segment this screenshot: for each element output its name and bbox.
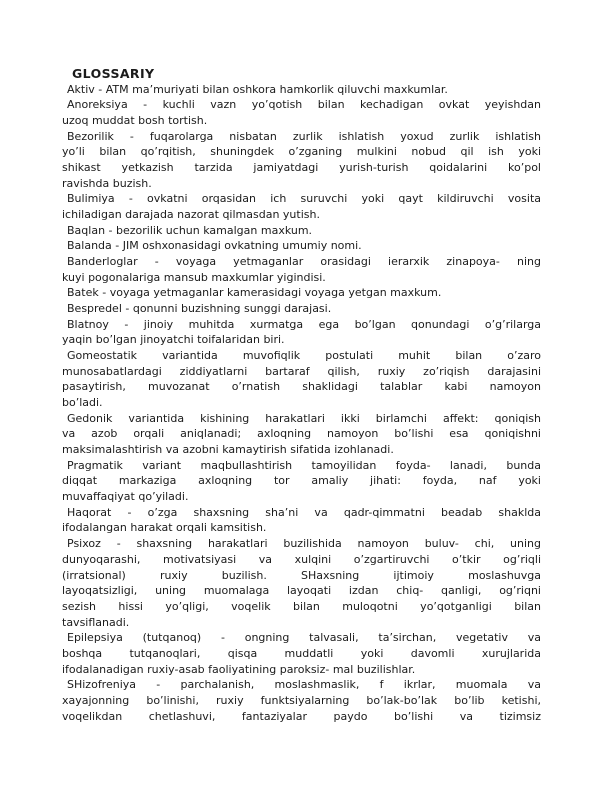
glossary-line: Epilepsiya (tutqanoq) - ongning talvasali, ta’sirchan, vegetativ va [67, 631, 541, 645]
glossary-line: va azob orqali aniqlanadi; axloqning namoyon bo’lishi esa qoniqishni [62, 427, 541, 441]
glossary-line: Baqlan - bezorilik uchun kamalgan maxkum. [67, 223, 313, 237]
glossary-entry [62, 630, 541, 677]
glossary-line: yo’li bilan qo’rqitish, shuningdek o’zganing mulkini nobud qil ish yoki [62, 145, 541, 159]
glossary-line: pasaytirish, muvozanat o’rnatish shaklidagi talablar kabi namoyon [62, 380, 541, 394]
glossary-line: boshqa tutqanoqlari, qisqa muddatli yoki davomli xurujlarida [62, 646, 541, 660]
glossary-line: diqqat markaziga axloqning tor amaliy jihati: foyda, naf yoki [62, 474, 541, 488]
glossary-entry [62, 505, 541, 536]
glossary-line: uzoq muddat bosh tortish. [62, 114, 208, 128]
glossary-line: ravishda buzish. [62, 176, 152, 190]
glossary-entry [62, 677, 541, 724]
glossary-line: Aktiv - ATM ma’muriyati bilan oshkora hamkorlik qiluvchi maxkumlar. [67, 82, 448, 96]
glossary-line: xayajonning bo’linishi, ruxiy funktsiyalarning bo’lak-bo’lak bo’lib ketishi, [62, 693, 541, 707]
glossary-line: Blatnoy - jinoiy muhitda xurmatga ega bo’lgan qonundagi o’g’rilarga [67, 317, 541, 331]
glossary-line: tavsiflanadi. [62, 615, 130, 629]
glossary-entry [62, 348, 541, 411]
glossary-entry [62, 285, 541, 301]
glossary-line: Pragmatik variant maqbullashtirish tamoyilidan foyda- lanadi, bunda [67, 458, 541, 472]
glossary-entry [62, 317, 541, 348]
page-content [62, 66, 541, 724]
glossary-line: Batek - voyaga yetmaganlar kamerasidagi voyaga yetgan maxkum. [67, 286, 442, 300]
glossary-line: ifodalangan harakat orqali kamsitish. [62, 521, 267, 535]
glossary-line: Bulimiya - ovkatni orqasidan ich suruvchi yoki qayt kildiruvchi vosita [67, 192, 541, 206]
glossary-line: (irratsional) ruxiy buzilish. SHaxsning ijtimoiy moslashuvga [62, 568, 541, 582]
glossary-line: kuyi pogonalariga mansub maxkumlar yigindisi. [62, 270, 326, 284]
glossary-entry [62, 223, 541, 239]
glossary-line: Bespredel - qonunni buzishning sunggi darajasi. [67, 302, 332, 316]
glossary-entry [62, 458, 541, 505]
glossary-line: layoqatsizligi, uning muomalaga layoqati izdan chiq- qanligi, og’riqni [62, 584, 541, 598]
glossary-line: Gedonik variantida kishining harakatlari ikki birlamchi affekt: qoniqish [67, 411, 541, 425]
glossary-line: shikast yetkazish tarzida jamiyatdagi yurish-turish qoidalarini ko’pol [62, 161, 541, 175]
glossary-line: munosabatlardagi ziddiyatlarni bartaraf qilish, ruxiy zo’riqish darajasini [62, 364, 541, 378]
glossary-line: bo’ladi. [62, 396, 103, 410]
glossary-line: ichiladigan darajada nazorat qilmasdan yutish. [62, 208, 320, 222]
glossary-body [62, 82, 541, 725]
glossary-line: Haqorat - o’zga shaxsning sha’ni va qadr-qimmatni beadab shaklda [67, 505, 541, 519]
glossary-line: dunyoqarashi, motivatsiyasi va xulqini o’zgartiruvchi o’tkir og’riqli [62, 552, 541, 566]
glossary-line: yaqin bo’lgan jinoyatchi toifalaridan biri. [62, 333, 285, 347]
glossary-entry [62, 191, 541, 222]
glossary-entry [62, 411, 541, 458]
glossary-line: Bezorilik - fuqarolarga nisbatan zurlik ishlatish yoxud zurlik ishlatish [67, 129, 541, 143]
glossary-line: SHizofreniya - parchalanish, moslashmaslik, f ikrlar, muomala va [67, 678, 541, 692]
glossary-entry [62, 129, 541, 192]
glossary-entry [62, 254, 541, 285]
glossary-entry [62, 536, 541, 630]
glossary-entry [62, 97, 541, 128]
glossary-line: Gomeostatik variantida muvofiqlik postulati muhit bilan o’zaro [67, 349, 541, 363]
glossary-line: muvaffaqiyat qo’yiladi. [62, 490, 189, 504]
glossary-line: maksimalashtirish va azobni kamaytirish sifatida izohlanadi. [62, 443, 394, 457]
glossary-line: Anoreksiya - kuchli vazn yo’qotish bilan kechadigan ovkat yeyishdan [67, 98, 541, 112]
glossary-line: ifodalanadigan ruxiy-asab faoliyatining paroksiz- mal buzilishlar. [62, 662, 416, 676]
glossary-line: voqelikdan chetlashuvi, fantaziyalar paydo bo’lishi va tizimsiz [62, 709, 541, 723]
glossary-entry [62, 301, 541, 317]
glossary-line: Balanda - JIM oshxonasidagi ovkatning umumiy nomi. [67, 239, 362, 253]
glossary-entry [62, 238, 541, 254]
glossary-line: Banderloglar - voyaga yetmaganlar orasidagi ierarxik zinapoya- ning [67, 255, 541, 269]
glossary-line: Psixoz - shaxsning harakatlari buzilishida namoyon buluv- chi, uning [67, 537, 541, 551]
glossary-line: sezish hissi yo’qligi, voqelik bilan muloqotni yo’qotganligi bilan [62, 599, 541, 613]
glossary-title: GLOSSARIY [72, 66, 155, 81]
glossary-entry [62, 82, 541, 98]
